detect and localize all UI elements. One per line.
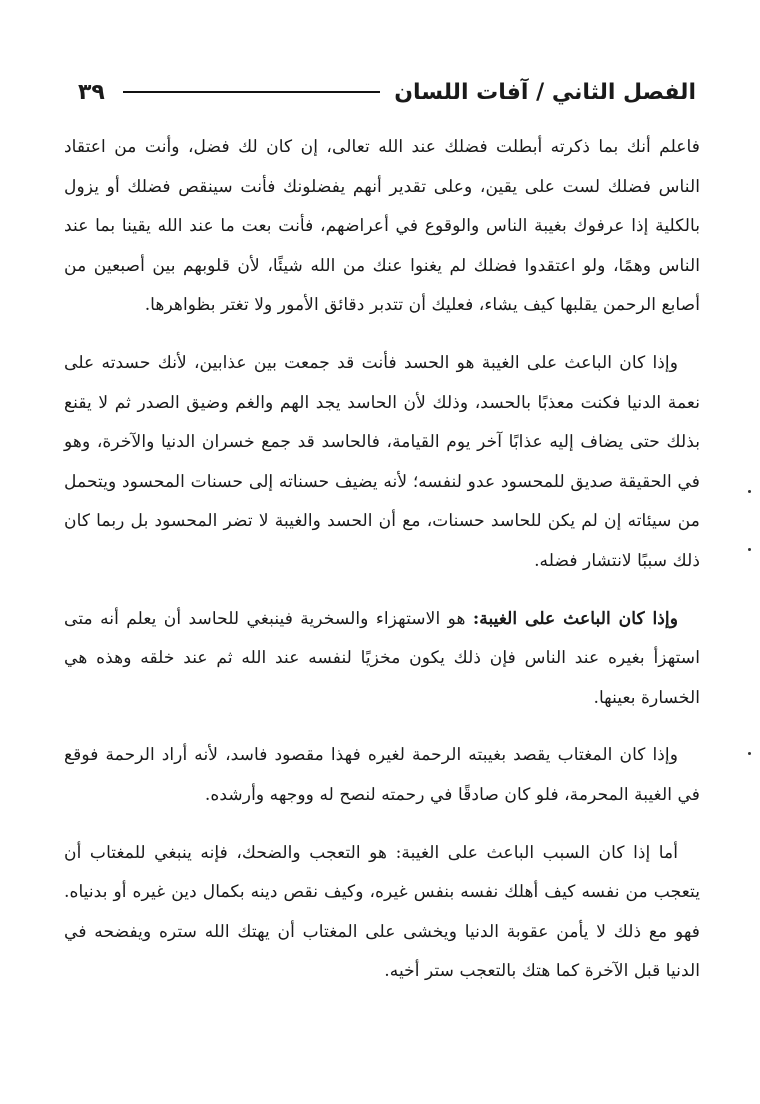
paragraph-5: [64, 834, 700, 992]
margin-dot: [748, 752, 751, 755]
paragraph-2-text: وإذا كان الباعث على الغيبة هو الحسد فأنت قد جمعت بين عذابين، لأنك حسدته على نعمة الدنيا فكنت معذبًا بالحسد، وذلك لأن الحاسد يجد الهم والغم وضيق الصدر ثم لا يقنع بذلك حتى يضاف إليه عذابًا آخر يوم القيامة، فالحاسد قد جمع خسران الدنيا والآخرة، وهو في الحقيقة صديق للمحسود عدو لنفسه؛ لأنه يضيف حسناته إلى حسنات المحسود ويتحمل من سيئاته إن لم يكن للحاسد حسنات، مع أن الحسد والغيبة لا تضر المحسود بل ربما كان ذلك سببًا لانتشار فضله.: [64, 352, 700, 571]
body-text: [64, 128, 700, 992]
paragraph-3: [64, 600, 700, 719]
paragraph-5-text: أما إذا كان السبب الباعث على الغيبة: هو التعجب والضحك، فإنه ينبغي للمغتاب أن يتعجب من نفسه كيف أهلك نفسه بنفس غيره، وكيف نقص دينه بكمال دين غيره أو بدنياه. فهو مع ذلك لا يأمن عقوبة الدنيا ويخشى على المغتاب أن يهتك الله ستره ويفضحه في الدنيا قبل الآخرة كما هتك بالتعجب ستر أخيه.: [64, 842, 700, 982]
margin-dot: [748, 548, 751, 551]
paragraph-3-lead: وإذا كان الباعث على الغيبة:: [472, 608, 679, 629]
margin-dot: [748, 490, 751, 493]
chapter-title: الفصل الثاني / آفات اللسان: [394, 79, 696, 105]
page-number: ٣٩: [78, 79, 105, 105]
paragraph-3-text: هو الاستهزاء والسخرية فينبغي للحاسد أن يعلم أنه متى استهزأ بغيره عند الناس فإن ذلك يكون مخزيًا لنفسه عند الله ثم عند خلقه وهذه هي الخسارة بعينها.: [64, 608, 700, 708]
paragraph-4-text: وإذا كان المغتاب يقصد بغيبته الرحمة لغيره فهذا مقصود فاسد، لأنه أراد الرحمة فوقع في الغيبة المحرمة، فلو كان صادقًا في رحمته لنصح له ووجهه وأرشده.: [64, 745, 700, 805]
paragraph-1: [64, 128, 700, 326]
running-header: [78, 72, 696, 112]
header-rule: [123, 91, 380, 93]
paragraph-2: [64, 344, 700, 582]
paragraph-4: [64, 736, 700, 815]
paragraph-1-text: فاعلم أنك بما ذكرته أبطلت فضلك عند الله تعالى، إن كان لك فضل، وأنت من اعتقاد الناس فضلك لست على يقين، وعلى تقدير أنهم يفضلونك فأنت سينقص فضلك أو يزول بالكلية إذا عرفوك بغيبة الناس والوقوع في أعراضهم، فأنت بعت ما عند الله يقينا بما عند الناس وهمًا، ولو اعتقدوا فضلك لم يغنوا عنك من الله شيئًا، لأن قلوبهم بين أصبعين من أصابع الرحمن يقلبها كيف يشاء، فعليك أن تتدبر دقائق الأمور ولا تغتر بظواهرها.: [64, 137, 700, 316]
